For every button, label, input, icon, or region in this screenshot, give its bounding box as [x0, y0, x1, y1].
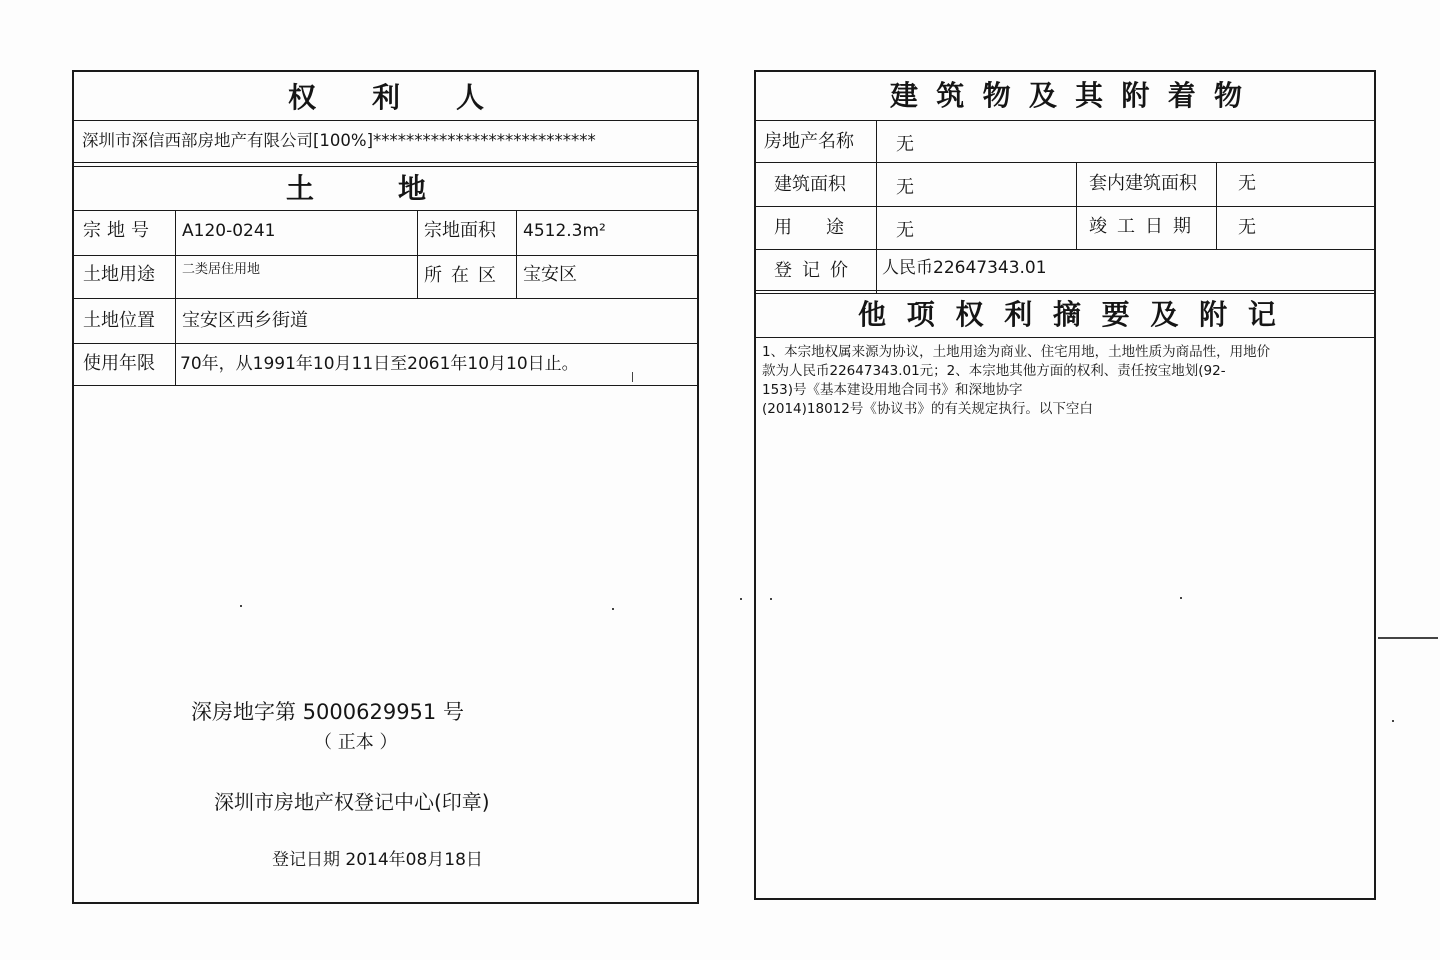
- parcel-area-value: 4512.3m²: [523, 221, 606, 241]
- location-value: 宝安区西乡街道: [182, 310, 308, 331]
- remarks-text: [762, 343, 1372, 419]
- building-section-header: 建 筑 物 及 其 附 着 物: [890, 79, 1242, 112]
- parcel-no-label: 宗地号: [83, 220, 155, 241]
- registration-date: 登记日期 2014年08月18日: [272, 850, 483, 870]
- district-value: 宝安区: [523, 264, 577, 285]
- property-name-label: 房地产名称: [764, 131, 854, 152]
- remarks-line: 153)号《基本建设用地合同书》和深地协字: [762, 382, 1023, 398]
- inner-area-label: 套内建筑面积: [1089, 173, 1197, 194]
- scan-speck: [770, 598, 772, 600]
- remarks-line: 1、本宗地权属来源为协议，土地用途为商业、住宅用地，土地性质为商品性，用地价: [762, 344, 1271, 360]
- certificate-number: 深房地字第 5000629951 号: [191, 700, 464, 724]
- remarks-line: (2014)18012号《协议书》的有关规定执行。以下空白: [762, 401, 1093, 417]
- property-name-value: 无: [896, 134, 914, 155]
- scan-speck: [1180, 597, 1182, 599]
- scan-speck: [1378, 637, 1438, 639]
- land-section-header: 土 地: [286, 172, 427, 205]
- parcel-area-label: 宗地面积: [424, 220, 496, 241]
- scan-speck: [612, 608, 614, 610]
- use-value: 无: [896, 220, 914, 241]
- scan-speck: [240, 605, 242, 607]
- building-panel: [754, 70, 1376, 900]
- parcel-no-value: A120-0241: [182, 221, 276, 241]
- remarks-line: 款为人民币22647343.01元；2、本宗地其他方面的权利、责任按宝地划(92-: [762, 363, 1226, 379]
- use-label: 用途: [774, 217, 878, 238]
- completion-date-value: 无: [1238, 217, 1256, 238]
- issuing-authority: 深圳市房地产权登记中心(印章): [214, 790, 490, 814]
- registered-price-value: 人民币22647343.01: [882, 258, 1047, 278]
- owner-name: 深圳市深信西部房地产有限公司[100%]***************************: [82, 131, 596, 150]
- term-label: 使用年限: [83, 353, 155, 374]
- location-label: 土地位置: [83, 310, 155, 331]
- floor-area-value: 无: [896, 177, 914, 198]
- land-use-value: 二类居住用地: [182, 262, 261, 277]
- scan-speck: [632, 372, 633, 382]
- term-value: 70年，从1991年10月11日至2061年10月10日止。: [180, 354, 579, 374]
- owner-section-header: 权 利 人: [288, 81, 484, 114]
- original-copy-note: （ 正本 ）: [314, 732, 398, 753]
- scan-speck: [1392, 720, 1394, 722]
- district-label: 所在区: [424, 265, 505, 286]
- land-use-label: 土地用途: [83, 264, 155, 285]
- remarks-section-header: 他 项 权 利 摘 要 及 附 记: [858, 298, 1276, 331]
- floor-area-label: 建筑面积: [774, 174, 846, 195]
- rights-holder-panel: [72, 70, 699, 904]
- registered-price-label: 登记价: [774, 260, 858, 281]
- inner-area-value: 无: [1238, 173, 1256, 194]
- scan-speck: [740, 598, 742, 600]
- completion-date-label: 竣工日期: [1089, 216, 1201, 237]
